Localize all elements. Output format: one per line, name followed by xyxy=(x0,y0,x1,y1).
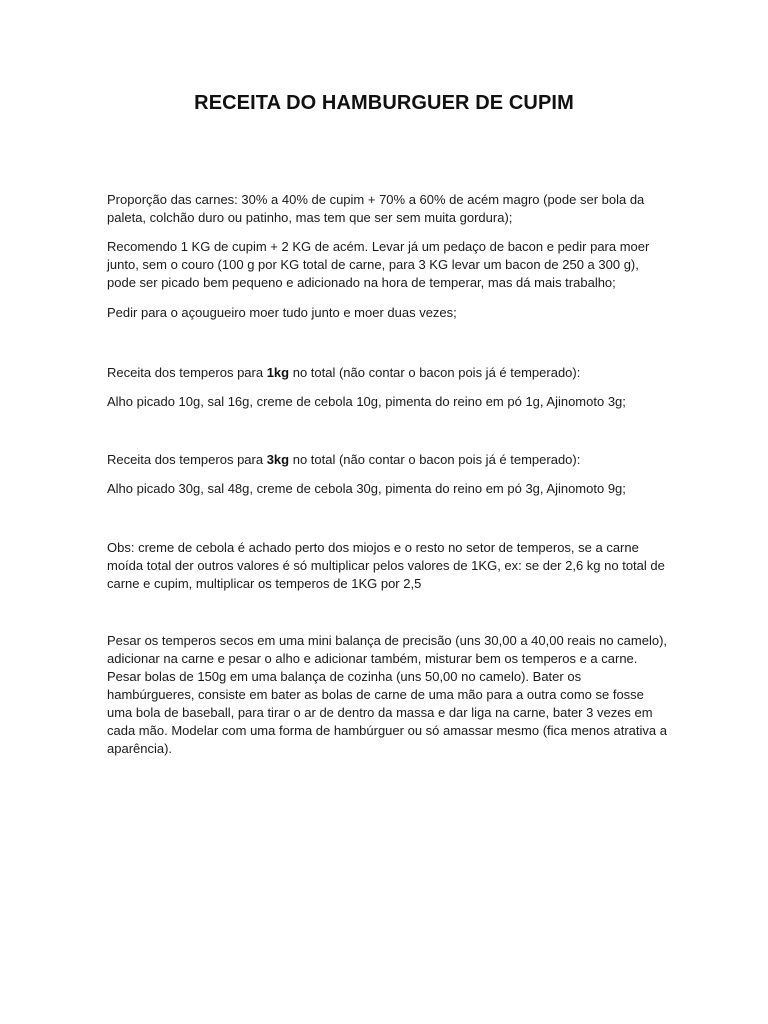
paragraph-receita-3kg xyxy=(107,451,667,469)
paragraph-pedir: Pedir para o açougueiro moer tudo junto e moer duas vezes; xyxy=(107,305,457,320)
paragraph-receita-1kg xyxy=(107,364,667,382)
document-title: RECEITA DO HAMBURGUER DE CUPIM xyxy=(194,92,574,114)
receita-1kg-amount: 1kg xyxy=(266,365,290,380)
paragraph-obs: Obs: creme de cebola é achado perto dos miojos e o resto no setor de temperos, se a carne moída total der outros valores é só multiplicar pelos valores de 1KG, ex: se der 2,6 kg no total de carne e cupim, multiplicar os temperos de 1KG por 2,5 xyxy=(107,540,665,591)
paragraph-temperos-3kg: Alho picado 30g, sal 48g, creme de cebola 30g, pimenta do reino em pó 3g, Ajinomoto 9g; xyxy=(107,481,626,496)
receita-3kg-amount: 3kg xyxy=(266,452,290,467)
receita-1kg-before: Receita dos temperos para xyxy=(107,365,267,380)
paragraph-proporcao: Proporção das carnes: 30% a 40% de cupim + 70% a 60% de acém magro (pode ser bola da paleta, colchão duro ou patinho, mas tem que ser sem muita gordura); xyxy=(107,192,645,225)
receita-3kg-after: no total (não contar o bacon pois já é temperado): xyxy=(289,452,581,467)
paragraph-recomendo: Recomendo 1 KG de cupim + 2 KG de acém. Levar já um pedaço de bacon e pedir para moer junto, sem o couro (100 g por KG total de carne, para 3 KG levar um bacon de 250 a 300 g), pode ser picado bem pequeno e adicionado na hora de temperar, mas dá mais trabalho; xyxy=(107,239,650,290)
paragraph-preparo: Pesar os temperos secos em uma mini balança de precisão (uns 30,00 a 40,00 reais no camelo), adicionar na carne e pesar o alho e adicionar também, misturar bem os temperos e a carne. Pesar bolas de 150g em uma balança de cozinha (uns 50,00 no camelo). Bater os hambúrgueres, consiste em bater as bolas de carne de uma mão para a outra como se fosse uma bola de baseball, para tirar o ar de dentro da massa e dar liga na carne, bater 3 vezes em cada mão. Modelar com uma forma de hambúrguer ou só amassar mesmo (fica menos atrativa a aparência). xyxy=(107,633,668,756)
receita-1kg-after: no total (não contar o bacon pois já é temperado): xyxy=(289,365,581,380)
paragraph-temperos-1kg: Alho picado 10g, sal 16g, creme de cebola 10g, pimenta do reino em pó 1g, Ajinomoto 3g; xyxy=(107,394,626,409)
receita-3kg-before: Receita dos temperos para xyxy=(107,452,267,467)
